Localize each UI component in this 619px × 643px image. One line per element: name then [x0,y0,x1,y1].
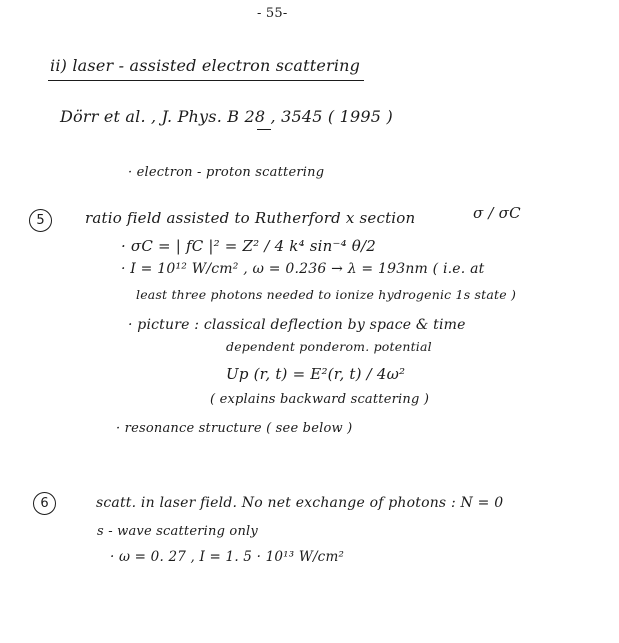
laser-field-scattering-line: scatt. in laser field. No net exchange of photons : N = 0 [96,495,504,511]
backward-scattering-note: ( explains backward scattering ) [210,392,430,407]
volume-underline [257,129,271,130]
photon-count-note: least three photons needed to ionize hydrogenic 1s state ) [136,287,517,302]
intensity-frequency-line: · I = 10¹² W/cm² , ω = 0.236 → λ = 193nm ( i.e. at [121,261,485,277]
picture-line: · picture : classical deflection by space & time [128,317,466,333]
item-6-marker: 6 [33,492,56,515]
section-title: ii) laser - assisted electron scattering [50,56,361,75]
rutherford-formula: · σC = | fC |² = Z² / 4 k⁴ sin⁻⁴ θ/2 [121,237,377,255]
intro-bullet: · electron - proton scattering [128,165,325,180]
item-5-title: ratio field assisted to Rutherford x section [85,209,416,227]
cross-section-ratio: σ / σC [473,204,521,222]
resonance-structure-line: · resonance structure ( see below ) [116,421,353,436]
reference-citation: Dörr et al. , J. Phys. B 28 , 3545 ( 1995 ) [60,107,393,126]
ponderomotive-formula: Up (r, t) = E²(r, t) / 4ω² [226,365,406,383]
title-underline [48,80,364,81]
s-wave-line: s - wave scattering only [97,524,258,539]
page-number: - 55- [257,6,288,21]
parameters-line: · ω = 0. 27 , I = 1. 5 · 10¹³ W/cm² [110,549,345,565]
ponderomotive-line: dependent ponderom. potential [226,339,432,354]
item-5-marker: 5 [29,209,52,232]
